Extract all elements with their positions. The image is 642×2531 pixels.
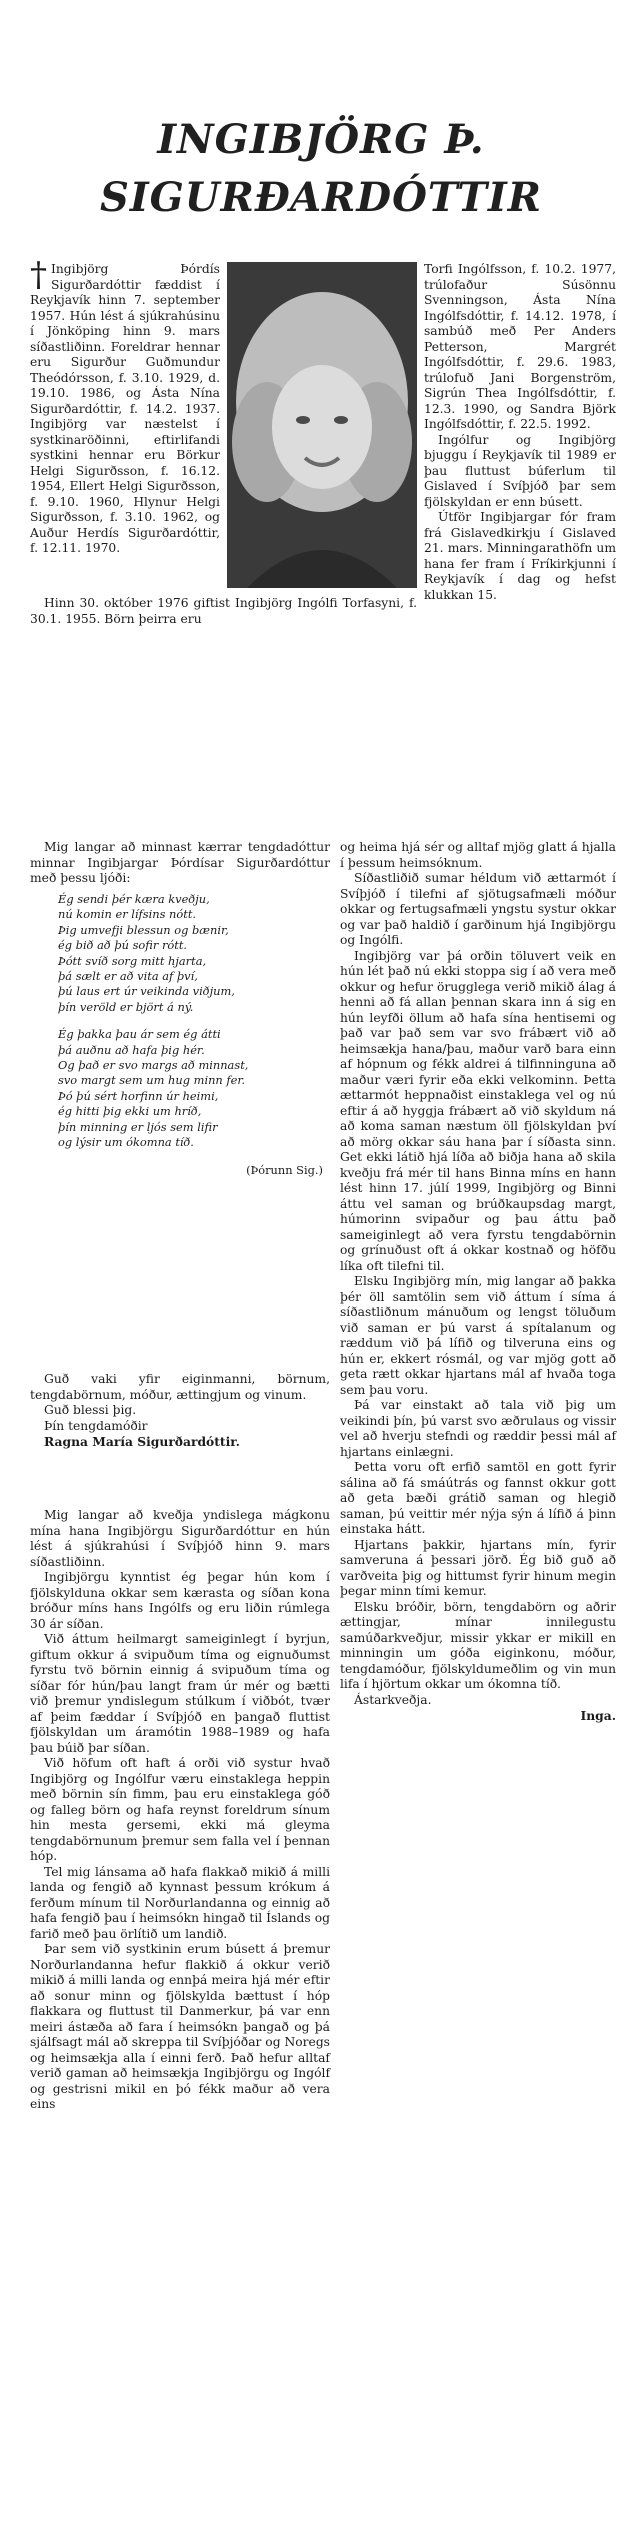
tribute-two-para: Við áttum heilmargt sameiginlegt í byrjun, giftum okkur á svipuðum tíma og eignuðumst fyrstu tvö börnin einnig á svipuðum tíma og síðar fór hún/þau langt fram úr mér og bætti við þremur yndislegum stúlkum í viðbót, tvær af þeim fæddar í Svíþjóð en þangað fluttist fjölskyldan um áramótin 1988–1989 og hafa þau búið þar síðan. xyxy=(30,1632,330,1755)
tribute-two-signature: Inga. xyxy=(580,1708,616,1723)
tribute-one-closing-text: Guð vaki yfir eiginmanni, börnum, tengdabörnum, móður, ættingjum og vinum. xyxy=(30,1372,330,1402)
tribute-two-para: Ástarkveðja. xyxy=(354,1692,432,1707)
poem-line: þá auðnu að hafa þig hér. xyxy=(58,1042,205,1057)
tribute-two-para: Hjartans þakkir, hjartans mín, fyrir samveruna á þessari jörð. Ég bið guð að varðveita þig og hittumst fyrir hinum megin þegar minn tími kemur. xyxy=(340,1537,616,1598)
tribute-two-para: Við höfum oft haft á orði við systur hvað Ingibjörg og Ingólfur væru einstaklega heppin með börnin sín fimm, þau eru einstaklega góð og falleg börn og hafa reynst foreldrum sínum hin mesta gersemi, ekki má gleyma tengdabörnunum þremur sem falla vel í þennan hóp. xyxy=(30,1756,330,1863)
poem-line: þín minning er ljós sem lifir xyxy=(58,1119,218,1134)
poem-line: nú komin er lífsins nótt. xyxy=(58,907,197,922)
portrait-photo xyxy=(227,262,417,588)
bio-bottom xyxy=(30,596,417,627)
poem-line: Þó þú sért horfinn úr heimi, xyxy=(58,1088,219,1103)
tribute-two-right-column xyxy=(340,840,616,1724)
title-line-1: INGIBJÖRG Þ. xyxy=(157,116,485,163)
tribute-two-para: Elsku bróðir, börn, tengdabörn og aðrir ættingjar, mínar innilegustu samúðarkveðjur, missir ykkar er mikill en minningin um góða eiginkonu, móður, tengdamóður, fjölskyldumeðlim og vin mun lifa í hjörtum okkar um ókomna tíð. xyxy=(340,1599,616,1691)
poem-line: Þig umvefji blessun og bænir, xyxy=(58,922,229,937)
bio-right-column xyxy=(424,262,616,603)
tribute-two-para: Síðastliðið sumar héldum við ættarmót í Svíþjóð í tilefni af sjötugsafmæli móður okkar og fertugsafmæli yngstu systur okkar og var það haldið í garðinum hjá Ingibjörgu og Ingólfi. xyxy=(340,871,616,947)
cross-icon: † xyxy=(30,255,47,295)
poem-line: og lýsir um ókomna tíð. xyxy=(58,1135,194,1150)
bio-children: Torfi Ingólfsson, f. 10.2. 1977, trúlofaður Súsönnu Svenningson, Ásta Nína Ingólfsdóttir, f. 14.12. 1978, í sambúð með Per Anders Petterson, Margrét Ingólfsdóttir, f. 29.6. 1983, trúlofuð Jani Borgenström, Sigrún Thea Ingólfsdóttir, f. 12.3. 1990, og Sandra Björk Ingólfsdóttir, f. 22.5. 1992. xyxy=(424,262,616,431)
poem xyxy=(58,892,323,1178)
bio-move: Ingólfur og Ingibjörg bjuggu í Reykjavík til 1989 er þau fluttust búferlum til Gislaved í Svíþjóð þar sem fjölskyldan er enn búsett. xyxy=(424,432,616,509)
tribute-two-para: Þá var einstakt að tala við þig um veikindi þín, þú varst svo æðrulaus og vissir vel að hverju stefndi og ræddir þessi mál af hjartans einlægni. xyxy=(340,1398,616,1459)
tribute-one-intro-text: Mig langar að minnast kærrar tengdadóttur minnar Ingibjargar Þórdísar Sigurðardóttur með þessu ljóði: xyxy=(30,840,330,885)
bio-marriage: Hinn 30. október 1976 giftist Ingibjörg Ingólfi Torfasyni, f. 30.1. 1955. Börn þeirra eru xyxy=(30,596,417,626)
bio-funeral: Útför Ingibjargar fór fram frá Gislavedkirkju í Gislaved 21. mars. Minningarathöfn um hana fer fram í Fríkirkjunni í Reykjavík í dag og hefst klukkan 15. xyxy=(424,510,616,602)
tribute-two-para: og heima hjá sér og alltaf mjög glatt á hjalla í þessum heimsóknum. xyxy=(340,840,616,870)
tribute-two-para: Tel mig lánsama að hafa flakkað mikið á milli landa og fengið að kynnast þessum krókum á ferðum mínum til Norðurlandanna og einnig að hafa fengið þau í heimsókn hingað til Íslands og farið með þau örlítið um landið. xyxy=(30,1864,330,1941)
tribute-two-left-column xyxy=(30,1508,330,2113)
tribute-one-signoff: Þín tengdamóðir xyxy=(44,1418,148,1433)
poem-line: þín veröld er björt á ný. xyxy=(58,999,194,1014)
bio-intro: Ingibjörg Þórdís Sigurðardóttir fæddist í Reykjavík hinn 7. september 1957. Hún lést á sjúkrahúsinu í Jönköping hinn 9. mars síðastliðinn. Foreldrar hennar eru Sigurður Guðmundur Theódórsson, f. 3.10. 1929, d. 19.10. 1986, og Ásta Nína Sigurðardóttir, f. 14.2. 1937. Ingibjörg var næstelst í systkinaröðinni, eftirlifandi systkini hennar eru Börkur Helgi Sigurðsson, f. 16.12. 1954, Ellert Helgi Sigurðsson, f. 9.10. 1960, Hlynur Helgi Sigurðsson, f. 3.10. 1962, og Auður Herdís Sigurðardóttir, f. 12.11. 1970. xyxy=(30,262,220,555)
poem-stanza-2 xyxy=(58,1027,323,1150)
tribute-one-closing xyxy=(30,1372,330,1450)
bio-left-column xyxy=(30,255,220,557)
poem-line: Ég þakka þau ár sem ég átti xyxy=(58,1027,221,1042)
poem-stanza-1 xyxy=(58,892,323,1015)
poem-line: ég hitti þig ekki um hríð, xyxy=(58,1104,202,1119)
poem-line: svo margt sem um hug minn fer. xyxy=(58,1073,246,1088)
title-line-2: SIGURÐARDÓTTIR xyxy=(99,174,542,221)
tribute-two-para: Elsku Ingibjörg mín, mig langar að þakka þér öll samtölin sem við áttum í síma á síðastliðnum mánuðum og lengst töluðum við saman er þú varst á spítalanum og ræddum við þá lífið og tilveruna eins og hún er, ekkert rósmál, og var mjög gott að geta rætt okkar hjartans mál af hvaða toga sem þau voru. xyxy=(340,1274,616,1397)
tribute-two-para: Þar sem við systkinin erum búsett á þremur Norðurlandanna hefur flakkið á okkur verið mikið á milli landa og ennþá meira hjá mér eftir að sonur minn og fjölskylda bættust í hóp flakkara og fluttust til Danmerkur, þá var enn meiri ástæða að fara í heimsókn þangað og þá sjálfsagt mál að skreppa til Svíþjóðar og Noregs og heimsækja alla í einni ferð. Það hefur alltaf verið gaman að heimsækja Ingibjörgu og Ingólf og gestrisni mikil en þó fékk maður að vera eins xyxy=(30,1942,330,2111)
poem-line: Ég sendi þér kæra kveðju, xyxy=(58,892,210,906)
poem-line: Og það er svo margs að minnast, xyxy=(58,1058,249,1073)
tribute-one-farewell: Guð blessi þig. xyxy=(44,1403,137,1417)
poem-author: (Þórunn Sig.) xyxy=(246,1162,323,1177)
tribute-two-para: Ingibjörgu kynntist ég þegar hún kom í fjölskylduna okkar sem kærasta og síðan kona bróður míns hans Ingólfs og eru liðin rúmlega 30 ár síðan. xyxy=(30,1570,330,1631)
portrait-image xyxy=(227,262,417,588)
tribute-one-intro xyxy=(30,840,330,887)
poem-line: ég bið að þú sofir rótt. xyxy=(58,938,188,953)
tribute-two-para: Mig langar að kveðja yndislega mágkonu mína hana Ingibjörgu Sigurðardóttur en hún lést á sjúkrahúsi í Svíþjóð hinn 9. mars síðastliðinn. xyxy=(30,1508,330,1569)
poem-line: Þótt svíð sorg mitt hjarta, xyxy=(58,953,207,968)
tribute-two-para: Þetta voru oft erfið samtöl en gott fyrir sálina að fá smáútrás og fannst okkur gott að geta bæði grátið saman og hlegið saman, þú veittir mér nýja sýn á lífið á þinn einstaka hátt. xyxy=(340,1460,616,1536)
tribute-one-signature: Ragna María Sigurðardóttir. xyxy=(44,1434,240,1449)
poem-line: þú laus ert úr veikinda viðjum, xyxy=(58,984,235,999)
tribute-two-para: Ingibjörg var þá orðin töluvert veik en hún lét það nú ekki stoppa sig í að vera með okkur og hefur örugglega verið mikið álag á henni að fá allan þennan skara inn á sig en hún leyfði öllum að hafa sína hentisemi og það var það sem var svo frábært við að heimsækja hana/þau, maður varð bara einn af hópnum og fékk aldrei á tilfinninguna að maður væri fyrir eða ekki velkominn. Þetta ættarmót heppnaðist einstaklega vel og nú eftir á að hyggja frábært að við skyldum ná að koma saman næstum öll fjölskyldan því að mörg okkar sáu hana þar í síðasta sinn. Get ekki látið hjá líða að biðja hana að skila kveðju frá mér til hans Binna míns en hann lést hinn 17. júlí 1999, Ingibjörg og Binni áttu vel saman og brúðkaupsdag margt, húmorinn svipaður og þau áttu það sameiginlegt að vera fyrstu tengdabörnin og grínuðust oft á okkar kostnað og höfðu líka oft tilefni til. xyxy=(340,948,616,1273)
poem-line: þá sælt er að vita af því, xyxy=(58,969,198,984)
